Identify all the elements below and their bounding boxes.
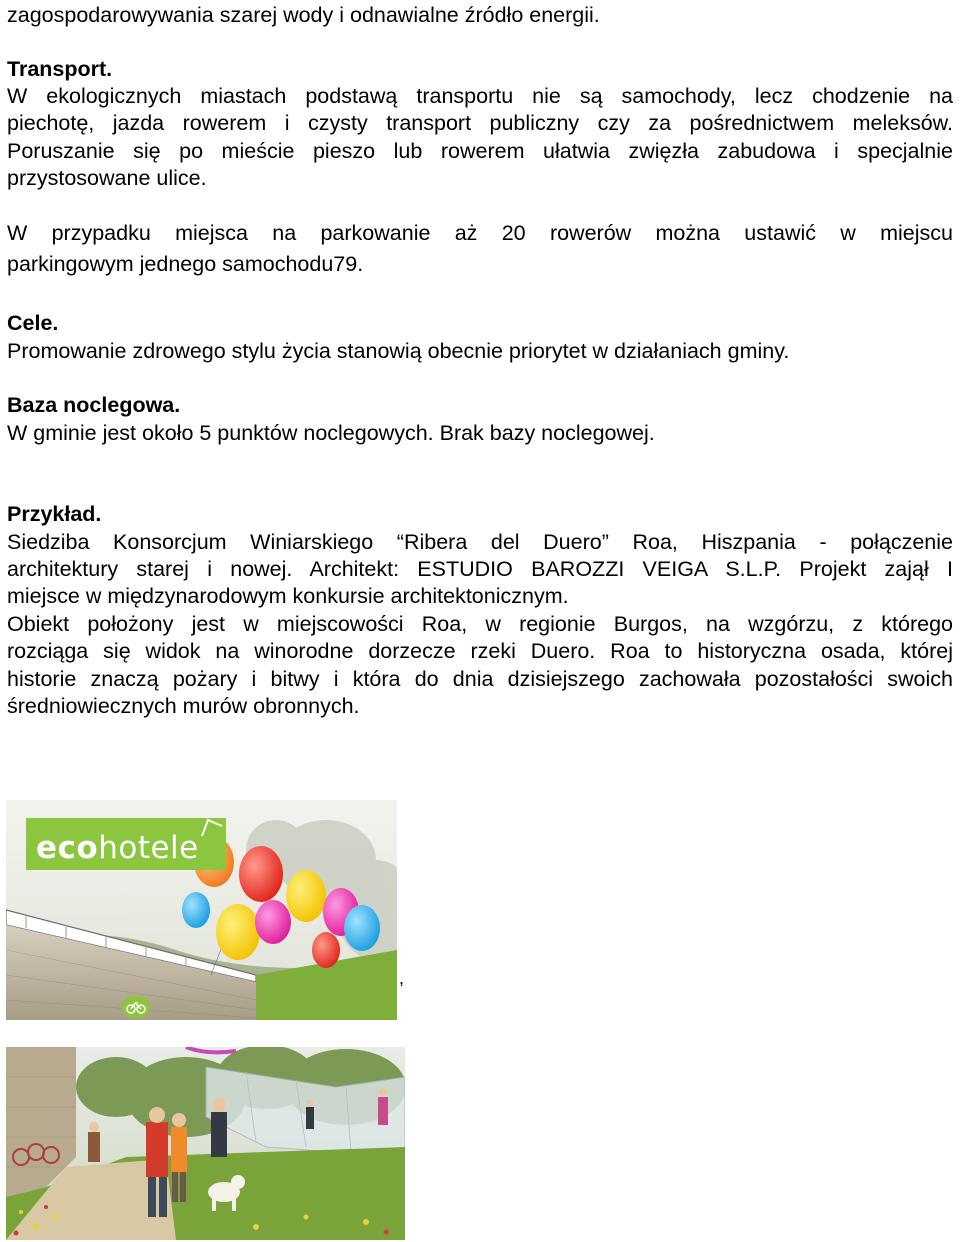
text-line: W gminie jest około 5 punktów noclegowych. Brak bazy noclegowej. [7,421,655,445]
leaf-icon [198,818,226,838]
ecohotele-illustration [6,800,397,1020]
text-line: zagospodarowywania szarej wody i odnawialne źródło energii. [7,3,600,27]
text-line: W ekologicznych miastach podstawą transportu nie są samochody, lecz chodzenie na [7,84,953,108]
heading-baza-noclegowa: Baza noclegowa. [7,393,181,417]
text-line: Obiekt położony jest w miejscowości Roa, w regionie Burgos, na wzgórzu, z którego [7,612,953,636]
bicycle-icon [122,996,150,1018]
path-walkers-illustration [6,1047,405,1240]
text-line: Promowanie zdrowego stylu życia stanowią obecnie priorytet w działaniach gminy. [7,339,790,363]
heading-transport: Transport. [7,57,113,81]
trailing-comma: , [399,968,405,988]
text-line: rozciąga się widok na winorodne dorzecze rzeki Duero. Roa to historyczna osada, której [7,639,953,663]
text-line: W przypadku miejsca na parkowanie aż 20 rowerów można ustawić w miejscu [7,221,953,245]
text-line: Siedziba Konsorcjum Winiarskiego “Ribera del Duero” Roa, Hiszpania - połączenie [7,530,953,554]
text-line: architektury starej i nowej. Architekt: ESTUDIO BAROZZI VEIGA S.L.P. Projekt zajął I [7,557,953,581]
text-line: piechotę, jazda rowerem i czysty transport publiczny czy za pośrednictwem meleksów. [7,111,953,135]
text-line: przystosowane ulice. [7,166,207,190]
heading-przyklad: Przykład. [7,502,102,526]
text-line: miejsce w międzynarodowym konkursie architektonicznym. [7,584,569,608]
text-line: parkingowym jednego samochodu79. [7,252,364,276]
ecohotele-logo [36,830,199,866]
heading-cele: Cele. [7,311,59,335]
text-line: historie znaczą pożary i bitwy i która do dnia dzisiejszego zachowała pozostałości swoich [7,667,953,691]
logo-eco: eco [36,830,99,866]
logo-hotele: hotele [98,830,199,866]
text-line: Poruszanie się po mieście pieszo lub rowerem ułatwia zwięzła zabudowa i specjalnie [7,139,953,163]
text-line: średniowiecznych murów obronnych. [7,694,360,718]
